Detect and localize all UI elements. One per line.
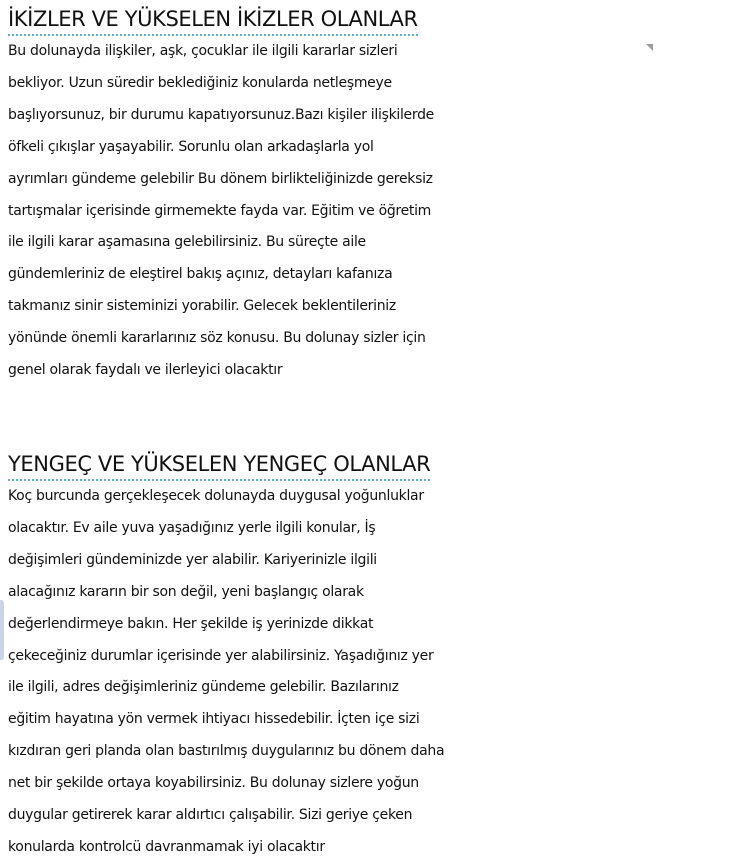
body-line: Koç burcunda gerçekleşecek dolunayda duygusal yoğunluklar <box>8 487 424 504</box>
body-line: Bu dolunayda ilişkiler, aşk, çocuklar ile ilgili kararlar sizleri <box>8 43 398 59</box>
body-line: takmanız sinir sisteminizi yorabilir. Gelecek beklentileriniz <box>8 298 396 315</box>
section-body <box>8 481 748 864</box>
section-body <box>8 36 748 387</box>
section-heading: YENGEÇ VE YÜKSELEN YENGEÇ OLANLAR <box>8 449 430 481</box>
section-gemini <box>8 4 748 387</box>
document-page <box>8 4 748 864</box>
body-line: ile ilgili karar aşamasına gelebilirsiniz. Bu süreçte aile <box>8 234 366 251</box>
body-line: gündemleriniz de eleştirel bakış açınız, detayları kafanıza <box>8 266 393 283</box>
body-line: değişimleri gündeminizde yer alabilir. Kariyerinizle ilgili <box>8 551 377 568</box>
body-line: öfkeli çıkışlar yaşayabilir. Sorunlu olan arkadaşlarla yol <box>8 138 374 155</box>
body-line: net bir şekilde ortaya koyabilirsiniz. Bu dolunay sizlere yoğun <box>8 775 419 792</box>
body-line: değerlendirmeye bakın. Her şekilde iş yerinizde dikkat <box>8 615 374 632</box>
body-line: duygular getirerek karar aldırtıcı çalışabilir. Sizi geriye çeken <box>8 807 413 824</box>
body-line: çekeceğiniz durumlar içerisinde yer alabilirsiniz. Yaşadığınız yer <box>8 647 434 664</box>
section-cancer <box>8 449 748 864</box>
body-line: eğitim hayatına yön vermek ihtiyacı hissedebilir. İçten içe sizi <box>8 711 420 728</box>
section-heading: İKİZLER VE YÜKSELEN İKİZLER OLANLAR <box>8 4 418 36</box>
body-line: ayrımları gündeme gelebilir Bu dönem birlikteliğinizde gereksiz <box>8 170 433 187</box>
body-line: yönünde önemli kararlarınız söz konusu. Bu dolunay sizler için <box>8 330 426 347</box>
body-line: kızdıran geri planda olan bastırılmış duygularınız bu dönem daha <box>8 743 445 760</box>
section-spacer <box>8 387 748 449</box>
body-line: bekliyor. Uzun süredir beklediğiniz konularda netleşmeye <box>8 74 392 91</box>
body-line: konularda kontrolcü davranmamak iyi olacaktır <box>8 838 325 855</box>
body-line: alacağınız kararın bir son değil, yeni başlangıç olarak <box>8 583 364 600</box>
body-line: ile ilgili, adres değişimleriniz gündeme gelebilir. Bazılarınız <box>8 679 399 696</box>
body-line: başlıyorsunuz, bir durumu kapatıyorsunuz.Bazı kişiler ilişkilerde <box>8 106 434 123</box>
body-line: tartışmalar içerisinde girmemekte fayda var. Eğitim ve öğretim <box>8 202 432 219</box>
edge-handle-icon <box>0 600 4 660</box>
body-line: genel olarak faydalı ve ilerleyici olacaktır <box>8 362 283 379</box>
body-line: olacaktır. Ev aile yuva yaşadığınız yerle ilgili konular, İş <box>8 519 376 536</box>
